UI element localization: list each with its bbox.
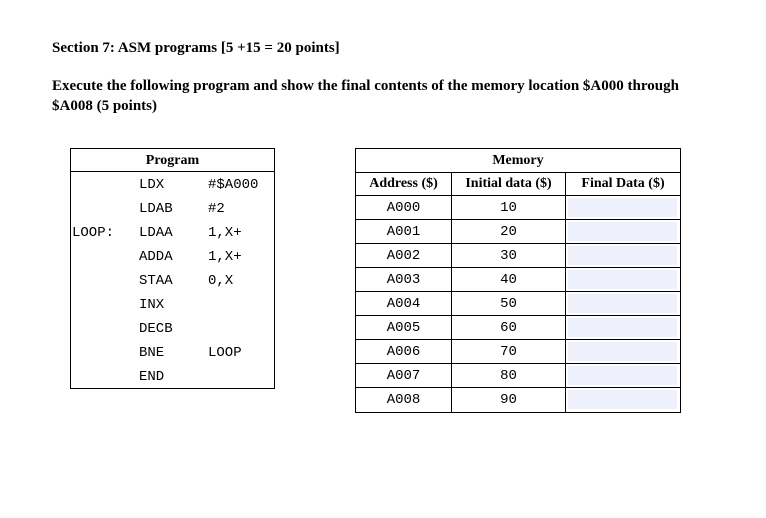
address-cell: A001 — [386, 224, 421, 240]
memory-table — [355, 148, 681, 413]
line-opcode: BNE — [139, 345, 165, 361]
final-data-input[interactable] — [568, 342, 677, 361]
final-data-input[interactable] — [568, 318, 677, 337]
line-opcode: DECB — [139, 321, 173, 337]
header-address: Address ($) — [369, 176, 438, 191]
line-opcode: LDX — [139, 177, 165, 193]
final-data-input[interactable] — [568, 246, 677, 265]
initial-data-cell: 30 — [500, 248, 517, 264]
program-line — [71, 245, 274, 269]
initial-data-cell: 70 — [500, 344, 517, 360]
column-divider — [565, 173, 566, 412]
initial-data-cell: 40 — [500, 272, 517, 288]
address-cell: A000 — [386, 200, 421, 216]
line-operand: 1,X+ — [208, 249, 242, 265]
header-final-data: Final Data ($) — [581, 176, 665, 191]
program-line — [71, 197, 274, 221]
final-data-input[interactable] — [568, 198, 677, 217]
memory-title: Memory — [492, 153, 544, 168]
program-line — [71, 221, 274, 245]
final-data-input[interactable] — [568, 366, 677, 385]
header-initial-data: Initial data ($) — [465, 176, 552, 191]
initial-data-cell: 10 — [500, 200, 517, 216]
address-cell: A002 — [386, 248, 421, 264]
line-opcode: INX — [139, 297, 165, 313]
line-opcode: END — [139, 369, 165, 385]
line-opcode: ADDA — [139, 249, 173, 265]
address-cell: A006 — [386, 344, 421, 360]
line-operand: #$A000 — [208, 177, 259, 193]
line-operand: #2 — [208, 201, 225, 217]
final-data-input[interactable] — [568, 294, 677, 313]
line-opcode: LDAB — [139, 201, 173, 217]
final-data-input[interactable] — [568, 390, 677, 409]
address-cell: A003 — [386, 272, 421, 288]
initial-data-cell: 50 — [500, 296, 517, 312]
line-operand: LOOP — [208, 345, 242, 361]
address-cell: A007 — [386, 368, 421, 384]
program-line — [71, 341, 274, 365]
address-cell: A005 — [386, 320, 421, 336]
program-line — [71, 293, 274, 317]
line-operand: 0,X — [208, 273, 234, 289]
line-opcode: LDAA — [139, 225, 173, 241]
final-data-input[interactable] — [568, 222, 677, 241]
program-line — [71, 269, 274, 293]
address-cell: A004 — [386, 296, 421, 312]
initial-data-cell: 20 — [500, 224, 517, 240]
section-heading: Section 7: ASM programs [5 +15 = 20 points] — [52, 40, 340, 56]
program-line — [71, 317, 274, 341]
program-line — [71, 173, 274, 197]
address-cell: A008 — [386, 392, 421, 408]
program-divider — [71, 171, 274, 172]
program-title: Program — [145, 153, 200, 168]
line-operand: 1,X+ — [208, 225, 242, 241]
final-data-input[interactable] — [568, 270, 677, 289]
line-opcode: STAA — [139, 273, 173, 289]
line-label: LOOP: — [72, 225, 115, 241]
initial-data-cell: 60 — [500, 320, 517, 336]
initial-data-cell: 80 — [500, 368, 517, 384]
program-box — [70, 148, 275, 389]
initial-data-cell: 90 — [500, 392, 517, 408]
instruction-text: Execute the following program and show the final contents of the memory location $A000 through $A008 (5 points) — [52, 78, 679, 114]
program-line — [71, 365, 274, 389]
